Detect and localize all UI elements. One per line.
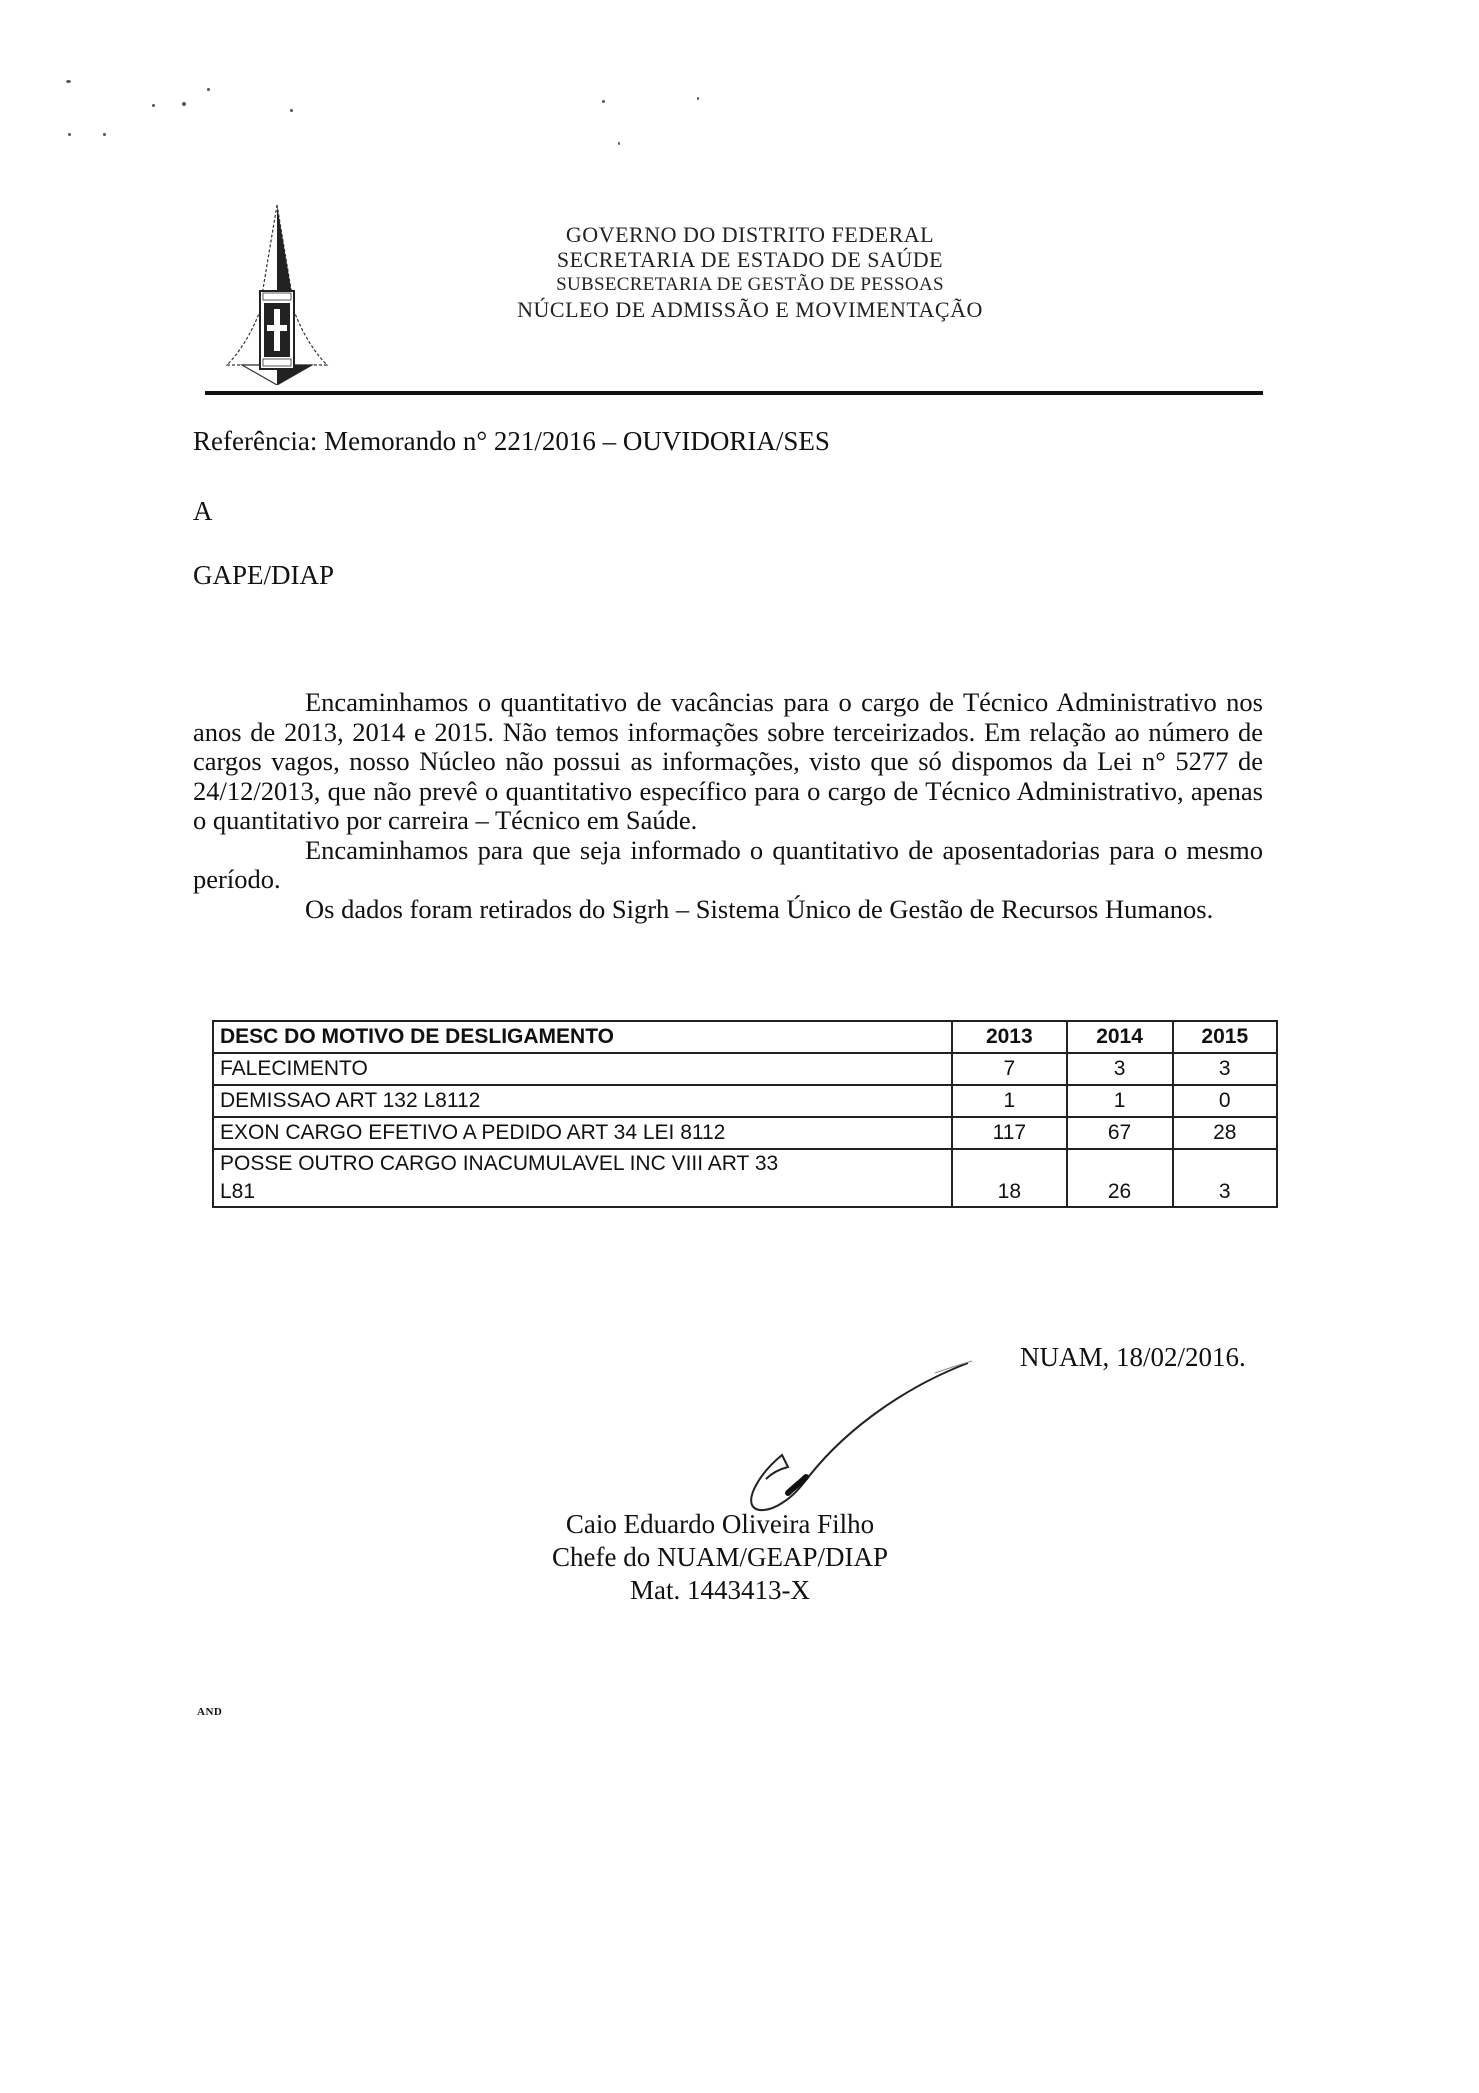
- column-header-2015: 2015: [1173, 1021, 1277, 1053]
- table-row: [213, 1117, 1277, 1149]
- scan-speck: [103, 133, 106, 136]
- scan-speck: [618, 142, 620, 145]
- column-header-2013: 2013: [952, 1021, 1067, 1053]
- table-row: [213, 1053, 1277, 1085]
- signer-block: [500, 1508, 940, 1607]
- body-paragraph: Encaminhamos para que seja informado o quantitativo de aposentadorias para o mesmo período.: [193, 834, 1263, 894]
- recipient-prefix: A: [193, 496, 213, 526]
- recipient-name: GAPE/DIAP: [193, 560, 335, 590]
- scan-speck: [290, 109, 293, 112]
- memo-body: [193, 688, 1263, 924]
- scan-speck: [207, 88, 210, 91]
- row-value-2013: 117: [952, 1117, 1067, 1149]
- row-value-2014: 1: [1067, 1085, 1173, 1117]
- row-value-2014: 26: [1067, 1149, 1173, 1207]
- scan-speck: [66, 80, 71, 83]
- place-and-date: NUAM, 18/02/2016.: [1020, 1342, 1246, 1372]
- scan-speck: [602, 100, 605, 103]
- brasilia-coat-of-arms-icon: [222, 205, 332, 385]
- row-value-2015: 28: [1173, 1117, 1277, 1149]
- body-paragraph: Os dados foram retirados do Sigrh – Sistema Único de Gestão de Recursos Humanos.: [305, 893, 1214, 924]
- table-row: [213, 1149, 1277, 1207]
- row-value-2015: 3: [1173, 1053, 1277, 1085]
- handwritten-signature-icon: [690, 1345, 990, 1515]
- row-value-2014: 3: [1067, 1053, 1173, 1085]
- row-value-2014: 67: [1067, 1117, 1173, 1149]
- dismissal-reasons-table: [212, 1020, 1278, 1208]
- letterhead: [440, 222, 1060, 322]
- column-header-description: DESC DO MOTIVO DE DESLIGAMENTO: [213, 1021, 952, 1053]
- letterhead-secretariat: SECRETARIA DE ESTADO DE SAÚDE: [556, 247, 944, 272]
- column-header-2014: 2014: [1067, 1021, 1173, 1053]
- letterhead-nucleus: NÚCLEO DE ADMISSÃO E MOVIMENTAÇÃO: [517, 297, 983, 322]
- row-description: EXON CARGO EFETIVO A PEDIDO ART 34 LEI 8112: [213, 1117, 952, 1149]
- row-description: POSSE OUTRO CARGO INACUMULAVEL INC VIII ART 33 L81: [213, 1149, 952, 1207]
- row-description: FALECIMENTO: [213, 1053, 952, 1085]
- row-value-2015: 0: [1173, 1085, 1277, 1117]
- row-value-2013: 18: [952, 1149, 1067, 1207]
- signer-name: Caio Eduardo Oliveira Filho: [565, 1509, 875, 1539]
- letterhead-government: GOVERNO DO DISTRITO FEDERAL: [565, 222, 935, 247]
- row-description: DEMISSAO ART 132 L8112: [213, 1085, 952, 1117]
- scan-speck: [152, 104, 155, 107]
- scan-speck: [182, 102, 186, 106]
- row-value-2013: 1: [952, 1085, 1067, 1117]
- scan-speck: [697, 97, 699, 100]
- letterhead-subsecretariat: SUBSECRETARIA DE GESTÃO DE PESSOAS: [556, 274, 944, 295]
- row-value-2015: 3: [1173, 1149, 1277, 1207]
- signer-title: Chefe do NUAM/GEAP/DIAP: [552, 1542, 888, 1572]
- table-header-row: [213, 1021, 1277, 1053]
- signer-registration: Mat. 1443413-X: [630, 1575, 810, 1605]
- table-row: [213, 1085, 1277, 1117]
- reference-line: Referência: Memorando n° 221/2016 – OUVIDORIA/SES: [193, 426, 830, 456]
- header-divider: [205, 391, 1263, 395]
- scan-speck: [68, 133, 71, 136]
- typist-initials: AND: [197, 1706, 223, 1718]
- body-paragraph: Encaminhamos o quantitativo de vacâncias para o cargo de Técnico Administrativo nos anos de 2013, 2014 e 2015. Não temos informações sobre terceirizados. Em relação ao número de cargos vagos, nosso Núcleo não possui as informações, visto que só dispomos da Lei n° 5277 de 24/12/2013, que não prevê o quantitativo específico para o cargo de Técnico Administrativo, apenas o quantitativo por carreira – Técnico em Saúde.: [193, 687, 1263, 835]
- row-value-2013: 7: [952, 1053, 1067, 1085]
